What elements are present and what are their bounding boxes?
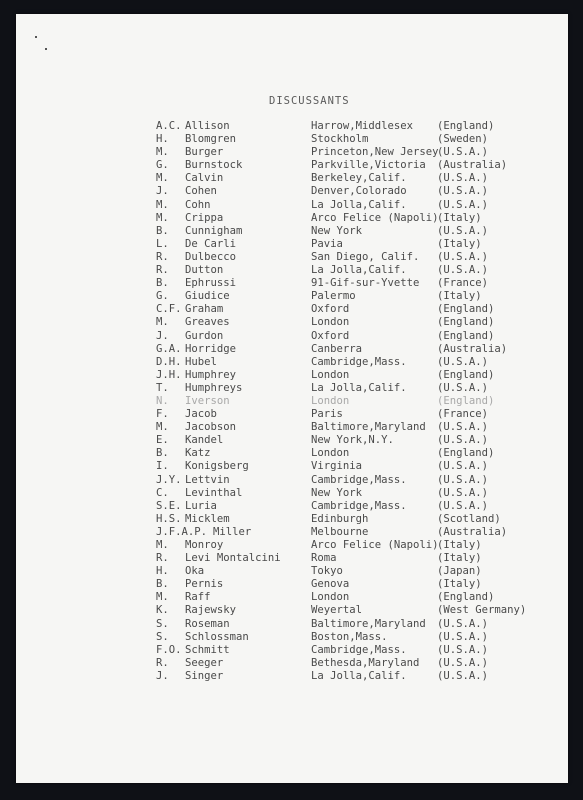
entry-initials: S. — [156, 630, 169, 643]
entry-country: (U.S.A.) — [437, 630, 489, 643]
entry-place: Arco Felice (Napoli) — [311, 211, 439, 224]
entry-place: La Jolla,Calif. — [311, 669, 407, 682]
entry-initials: H. — [156, 133, 169, 146]
entry-initials: R. — [156, 264, 169, 277]
entry-place: New York — [311, 486, 363, 499]
entry-initials: J.Y. — [156, 473, 182, 486]
entry-initials: S.E. — [156, 499, 182, 512]
entry-surname: Iverson — [185, 394, 230, 407]
list-item — [156, 657, 526, 670]
entry-country: (West Germany) — [437, 604, 527, 617]
entry-country: (U.S.A.) — [437, 421, 489, 434]
entry-country: (Australia) — [437, 525, 508, 538]
entry-place: Paris — [311, 408, 343, 421]
list-item — [156, 421, 526, 434]
list-item — [156, 474, 526, 487]
entry-place: Cambridge,Mass. — [311, 473, 407, 486]
entry-initials: J.H. — [156, 368, 182, 381]
entry-surname: Cohn — [185, 198, 211, 211]
entry-surname: Graham — [185, 303, 224, 316]
entry-place: Oxford — [311, 303, 350, 316]
entry-surname: Monroy — [185, 539, 224, 551]
entry-place: Denver,Colorado — [311, 185, 407, 198]
entry-place: Genova — [311, 578, 350, 591]
list-item — [156, 670, 526, 683]
entry-place: London — [311, 591, 350, 604]
entry-place: La Jolla,Calif. — [311, 198, 407, 211]
entry-country: (Italy) — [437, 237, 482, 250]
entry-country: (Italy) — [437, 539, 482, 551]
entry-place: London — [311, 316, 350, 329]
list-item — [156, 290, 526, 303]
entry-surname: Blomgren — [185, 133, 237, 146]
entry-place: Berkeley,Calif. — [311, 172, 407, 185]
entry-initials: M. — [156, 198, 169, 211]
list-item — [156, 172, 526, 185]
entry-surname: Gurdon — [185, 329, 224, 342]
list-item — [156, 199, 526, 212]
entry-initials: M. — [156, 539, 169, 551]
entry-surname: Luria — [185, 499, 217, 512]
paper-speck — [35, 36, 37, 38]
entry-place: Boston,Mass. — [311, 630, 388, 643]
entry-place: San Diego, Calif. — [311, 250, 420, 263]
entry-surname: Levi Montalcini — [185, 552, 281, 565]
entry-initials: G. — [156, 159, 169, 172]
entry-place: Cambridge,Mass. — [311, 355, 407, 368]
entry-initials: F.O. — [156, 643, 182, 656]
entry-surname: Roseman — [185, 617, 230, 630]
list-item — [156, 644, 526, 657]
entry-initials: S. — [156, 617, 169, 630]
entry-initials: H. — [156, 565, 169, 578]
entry-place: London — [311, 447, 350, 460]
entry-surname: Rajewsky — [185, 604, 237, 617]
entry-surname: Dutton — [185, 264, 224, 277]
entry-surname: Dulbecco — [185, 250, 237, 263]
entry-country: (U.S.A.) — [437, 669, 489, 682]
list-item — [156, 185, 526, 198]
entry-country: (U.S.A.) — [437, 460, 489, 473]
entry-country: (U.S.A.) — [437, 617, 489, 630]
entry-initials: M. — [156, 211, 169, 224]
entry-initials: J. — [156, 185, 169, 198]
list-item — [156, 120, 526, 133]
list-item — [156, 434, 526, 447]
list-item — [156, 316, 526, 329]
entry-place: Weyertal — [311, 604, 363, 617]
entry-initials: J. — [156, 329, 169, 342]
entry-country: (England) — [437, 394, 495, 407]
list-item — [156, 343, 526, 356]
entry-country: (England) — [437, 303, 495, 316]
entry-initials: J. — [156, 669, 169, 682]
entry-surname: Humphreys — [185, 381, 243, 394]
list-item — [156, 395, 526, 408]
entry-country: (U.S.A.) — [437, 643, 489, 656]
entry-country: (U.S.A.) — [437, 656, 489, 669]
list-item — [156, 238, 526, 251]
entry-surname: Burnstock — [185, 159, 243, 172]
discussants-list — [156, 120, 526, 683]
entry-initials: B. — [156, 447, 169, 460]
list-item — [156, 487, 526, 500]
entry-initials: R. — [156, 250, 169, 263]
entry-surname: Hubel — [185, 355, 217, 368]
list-item — [156, 251, 526, 264]
entry-surname: Jacobson — [185, 421, 237, 434]
entry-initials: E. — [156, 434, 169, 447]
entry-surname: Miller — [213, 525, 252, 538]
entry-surname: Schlossman — [185, 630, 249, 643]
entry-country: (U.S.A.) — [437, 146, 489, 159]
entry-initials: M. — [156, 146, 169, 159]
entry-country: (U.S.A.) — [437, 172, 489, 185]
entry-country: (Australia) — [437, 159, 508, 172]
entry-surname: Konigsberg — [185, 460, 249, 473]
entry-place: Edinburgh — [311, 512, 369, 525]
entry-surname: Oka — [185, 565, 205, 578]
entry-place: Princeton,New Jersey — [311, 146, 439, 159]
list-item — [156, 618, 526, 631]
entry-place: Pavia — [311, 237, 343, 250]
entry-country: (U.S.A.) — [437, 499, 489, 512]
list-item — [156, 565, 526, 578]
list-item — [156, 500, 526, 513]
entry-place: New York,N.Y. — [311, 434, 394, 447]
entry-surname: Micklem — [185, 512, 230, 525]
entry-initials: H.S. — [156, 512, 182, 525]
list-item — [156, 264, 526, 277]
entry-place: La Jolla,Calif. — [311, 381, 407, 394]
entry-surname: Cunnigham — [185, 224, 243, 237]
entry-surname: Greaves — [185, 316, 230, 329]
list-item — [156, 146, 526, 159]
entry-country: (England) — [437, 368, 495, 381]
list-item — [156, 447, 526, 460]
list-item — [156, 513, 526, 526]
entry-initials: G.A. — [156, 342, 182, 355]
list-item — [156, 578, 526, 591]
entry-country: (U.S.A.) — [437, 250, 489, 263]
entry-country: (U.S.A.) — [437, 434, 489, 447]
entry-initials: R. — [156, 656, 169, 669]
entry-place: Stockholm — [311, 133, 369, 146]
entry-place: Roma — [311, 552, 337, 565]
list-item — [156, 356, 526, 369]
entry-country: (U.S.A.) — [437, 224, 489, 237]
entry-place: Tokyo — [311, 565, 343, 578]
list-item — [156, 631, 526, 644]
entry-initials: I. — [156, 460, 169, 473]
entry-country: (Italy) — [437, 578, 482, 591]
entry-place: La Jolla,Calif. — [311, 264, 407, 277]
entry-country: (U.S.A.) — [437, 355, 489, 368]
entry-country: (Italy) — [437, 290, 482, 303]
list-item — [156, 277, 526, 290]
entry-place: Baltimore,Maryland — [311, 421, 426, 434]
entry-surname: De Carli — [185, 237, 237, 250]
entry-place: Arco Felice (Napoli) — [311, 539, 439, 551]
list-item — [156, 408, 526, 421]
entry-initials: M. — [156, 316, 169, 329]
entry-place: Harrow,Middlesex — [311, 120, 414, 132]
entry-surname: Pernis — [185, 578, 224, 591]
list-item — [156, 212, 526, 225]
entry-surname: Lettvin — [185, 473, 230, 486]
entry-country: (Scotland) — [437, 512, 501, 525]
entry-initials: R. — [156, 552, 169, 565]
entry-country: (Japan) — [437, 565, 482, 578]
list-item — [156, 369, 526, 382]
entry-surname: Jacob — [185, 408, 217, 421]
entry-initials: D.H. — [156, 355, 182, 368]
entry-initials: M. — [156, 172, 169, 185]
list-item — [156, 526, 526, 539]
entry-surname: Humphrey — [185, 368, 237, 381]
entry-country: (U.S.A.) — [437, 185, 489, 198]
list-item — [156, 133, 526, 146]
document-page — [16, 14, 568, 783]
entry-surname: Katz — [185, 447, 211, 460]
entry-initials: C. — [156, 486, 169, 499]
entry-country: (England) — [437, 591, 495, 604]
entry-initials: K. — [156, 604, 169, 617]
entry-initials: M. — [156, 591, 169, 604]
entry-initials: B. — [156, 277, 169, 290]
list-item — [156, 539, 526, 552]
entry-initials: L. — [156, 237, 169, 250]
entry-surname: Horridge — [185, 342, 237, 355]
list-item — [156, 159, 526, 172]
list-item — [156, 591, 526, 604]
entry-place: Cambridge,Mass. — [311, 499, 407, 512]
entry-surname: Cohen — [185, 185, 217, 198]
entry-initials: J.F.A.P. — [156, 525, 208, 538]
entry-place: London — [311, 368, 350, 381]
list-item — [156, 604, 526, 617]
entry-country: (U.S.A.) — [437, 198, 489, 211]
entry-initials: A.C. — [156, 120, 182, 132]
entry-country: (Italy) — [437, 211, 482, 224]
entry-place: New York — [311, 224, 363, 237]
entry-initials: T. — [156, 381, 169, 394]
entry-surname: Allison — [185, 120, 230, 132]
entry-initials: C.F. — [156, 303, 182, 316]
page-title: DISCUSSANTS — [269, 95, 350, 107]
list-item — [156, 552, 526, 565]
entry-surname: Singer — [185, 669, 224, 682]
entry-initials: N. — [156, 394, 169, 407]
entry-country: (U.S.A.) — [437, 264, 489, 277]
entry-surname: Ephrussi — [185, 277, 237, 290]
entry-surname: Crippa — [185, 211, 224, 224]
entry-country: (France) — [437, 408, 489, 421]
entry-place: Oxford — [311, 329, 350, 342]
entry-place: Canberra — [311, 342, 363, 355]
entry-initials: M. — [156, 421, 169, 434]
entry-country: (England) — [437, 316, 495, 329]
list-item — [156, 225, 526, 238]
list-item — [156, 460, 526, 473]
entry-place: Bethesda,Maryland — [311, 656, 420, 669]
entry-country: (Sweden) — [437, 133, 489, 146]
entry-surname: Schmitt — [185, 643, 230, 656]
entry-place: Baltimore,Maryland — [311, 617, 426, 630]
entry-surname: Giudice — [185, 290, 230, 303]
entry-surname: Seeger — [185, 656, 224, 669]
entry-place: Palermo — [311, 290, 356, 303]
entry-place: Virginia — [311, 460, 363, 473]
entry-country: (U.S.A.) — [437, 381, 489, 394]
paper-speck — [45, 48, 47, 50]
entry-surname: Raff — [185, 591, 211, 604]
entry-surname: Burger — [185, 146, 224, 159]
entry-place: 91-Gif-sur-Yvette — [311, 277, 420, 290]
entry-place: Parkville,Victoria — [311, 159, 426, 172]
entry-initials: G. — [156, 290, 169, 303]
entry-country: (England) — [437, 447, 495, 460]
list-item — [156, 330, 526, 343]
entry-country: (France) — [437, 277, 489, 290]
entry-country: (Italy) — [437, 552, 482, 565]
entry-country: (England) — [437, 120, 495, 132]
entry-place: Melbourne — [311, 525, 369, 538]
entry-country: (Australia) — [437, 342, 508, 355]
entry-initials: F. — [156, 408, 169, 421]
entry-country: (England) — [437, 329, 495, 342]
entry-surname: Calvin — [185, 172, 224, 185]
list-item — [156, 382, 526, 395]
entry-place: Cambridge,Mass. — [311, 643, 407, 656]
entry-initials: B. — [156, 578, 169, 591]
entry-country: (U.S.A.) — [437, 486, 489, 499]
entry-place: London — [311, 394, 350, 407]
entry-surname: Kandel — [185, 434, 224, 447]
list-item — [156, 303, 526, 316]
entry-country: (U.S.A.) — [437, 473, 489, 486]
entry-initials: B. — [156, 224, 169, 237]
entry-surname: Levinthal — [185, 486, 243, 499]
